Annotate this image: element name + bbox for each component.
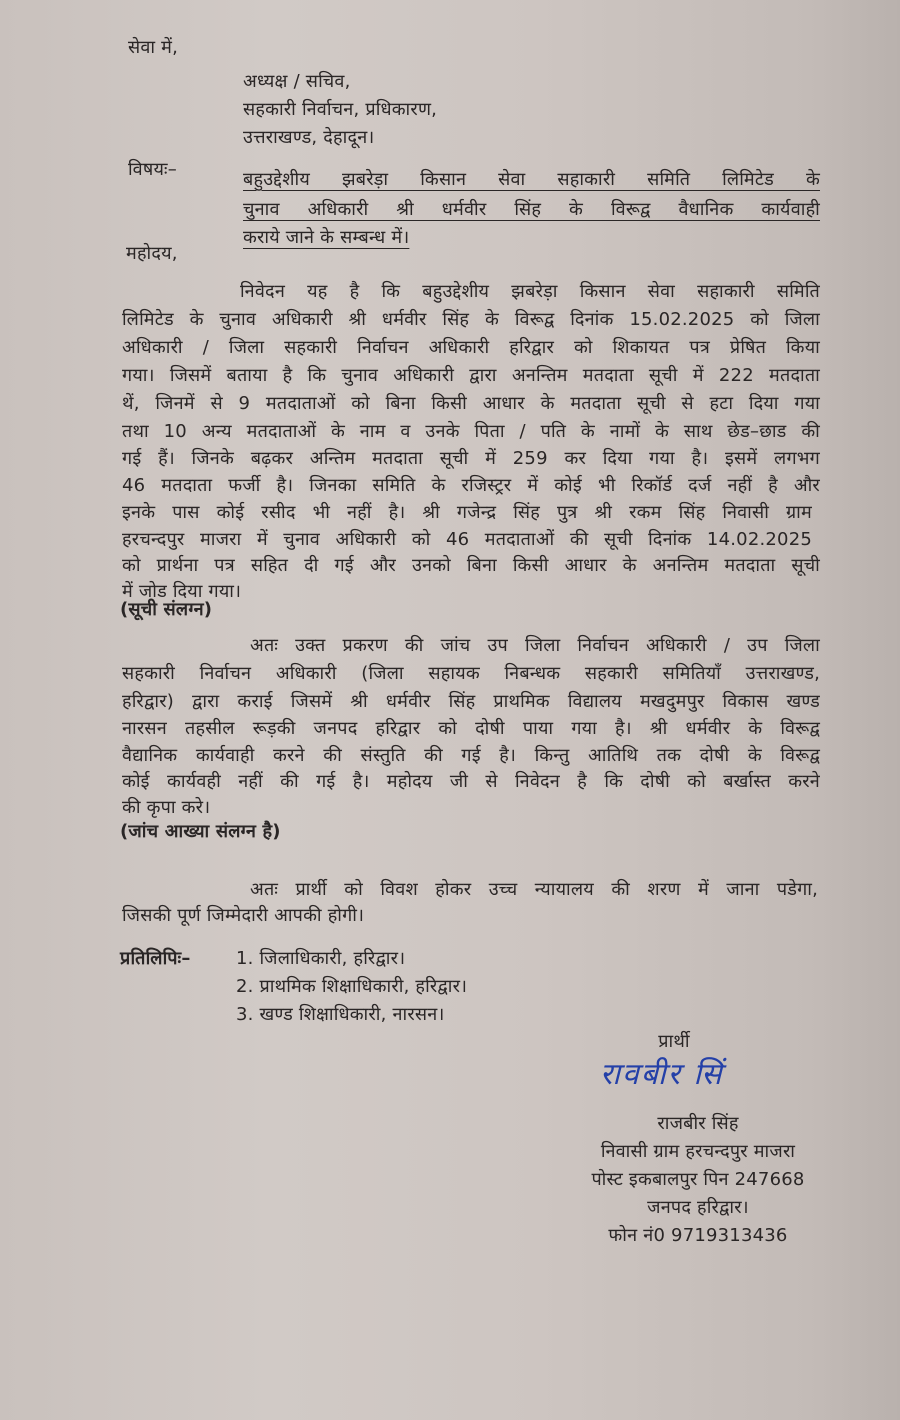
subject-line: कराये जाने के सम्बन्ध में।	[243, 227, 410, 248]
paragraph-line: में जोड दिया गया।	[122, 581, 242, 602]
paragraph-line: तथा 10 अन्य मतदाताओं के नाम व उनके पिता / पति के नामों के साथ छेड–छाड की	[122, 421, 820, 442]
paragraph-line: सहकारी निर्वाचन अधिकारी (जिला सहायक निबन्धक सहकारी समितियाँ उत्तराखण्ड,	[122, 663, 820, 684]
paragraph-line: अतः प्रार्थी को विवश होकर उच्च न्यायालय की शरण में जाना पडेगा,	[250, 879, 818, 900]
addressee-line: अध्यक्ष / सचिव,	[243, 71, 351, 92]
paragraph-line: वैद्यानिक कार्यवाही करने की संस्तुति की गई है। किन्तु आतिथि तक दोषी के विरूद्व	[122, 745, 820, 766]
attachment-note-inquiry: (जांच आख्या संलग्न है)	[120, 821, 281, 842]
addressee-line: सहकारी निर्वाचन, प्रधिकारण,	[243, 99, 438, 120]
greeting: महोदय,	[126, 243, 178, 264]
subject-line: चुनाव अधिकारी श्री धर्मवीर सिंह के विरूद्व वैधानिक कार्यवाही	[243, 199, 820, 220]
copy-to-item: 2. प्राथमिक शिक्षाधिकारी, हरिद्वार।	[236, 976, 468, 997]
paragraph-line: 46 मतदाता फर्जी है। जिनका समिति के रजिस्ट्रर में कोई भी रिकॉर्ड दर्ज नहीं है और	[122, 475, 820, 496]
salutation-to: सेवा में,	[128, 37, 179, 58]
addressee-line: उत्तराखण्ड, देहादून।	[243, 127, 375, 148]
paragraph-line: गई हैं। जिनके बढ़कर अन्तिम मतदाता सूची में 259 कर दिया गया है। इसमें लगभग	[122, 448, 820, 469]
paragraph-line: हरिद्वार) द्वारा कराई जिसमें श्री धर्मवीर सिंह प्राथमिक विद्यालय मखदुमपुर विकास खण्ड	[122, 691, 820, 712]
copy-to-item: 1. जिलाधिकारी, हरिद्वार।	[236, 948, 406, 969]
paragraph-line: लिमिटेड के चुनाव अधिकारी श्री धर्मवीर सिंह के विरूद्व दिनांक 15.02.2025 को जिला	[122, 309, 820, 330]
paragraph-line: की कृपा करे।	[122, 797, 211, 818]
paragraph-line: हरचन्दपुर माजरा में चुनाव अधिकारी को 46 मतदाताओं की सूची दिनांक 14.02.2025	[122, 529, 812, 550]
paragraph-line: निवेदन यह है कि बहुउद्देशीय झबरेड़ा किसान सेवा सहाकारी समिति	[240, 281, 820, 302]
signature: रावबीर सिं	[600, 1057, 724, 1092]
sender-phone: फोन नं0 9719313436	[608, 1225, 788, 1246]
paragraph-line: को प्रार्थना पत्र सहित दी गई और उनको बिना किसी आधार के अनन्तिम मतदाता सूची	[122, 555, 820, 576]
paragraph-line: गया। जिसमें बताया है कि चुनाव अधिकारी द्वारा अनन्तिम मतदाता सूची में 222 मतदाता	[122, 365, 820, 386]
paragraph-line: नारसन तहसील रूड़की जनपद हरिद्वार को दोषी पाया गया है। श्री धर्मवीर के विरूद्व	[122, 718, 820, 739]
subject-label: विषयः–	[128, 159, 177, 180]
paragraph-line: कोई कार्यवही नहीं की गई है। महोदय जी से निवेदन है कि दोषी को बर्खास्त करने	[122, 771, 820, 792]
subject-line: बहुउद्देशीय झबरेड़ा किसान सेवा सहाकारी समिति लिमिटेड के	[243, 169, 820, 190]
sender-address-line: पोस्ट इकबालपुर पिन 247668	[591, 1169, 805, 1190]
paragraph-line: अधिकारी / जिला सहकारी निर्वाचन अधिकारी हरिद्वार को शिकायत पत्र प्रेषित किया	[122, 337, 820, 358]
paragraph-line: थें, जिनमें से 9 मतदाताओं को बिना किसी आधार के मतदाता सूची से हटा दिया गया	[122, 393, 820, 414]
copy-to-item: 3. खण्ड शिक्षाधिकारी, नारसन।	[236, 1004, 445, 1025]
copy-to-label: प्रतिलिपिः–	[120, 948, 191, 969]
sender-label: प्रार्थी	[658, 1031, 690, 1052]
sender-address-line: निवासी ग्राम हरचन्दपुर माजरा	[600, 1141, 796, 1162]
paragraph-line: जिसकी पूर्ण जिम्मेदारी आपकी होगी।	[122, 905, 365, 926]
paragraph-line: इनके पास कोई रसीद भी नहीं है। श्री गजेन्द्र सिंह पुत्र श्री रकम सिंह निवासी ग्राम	[122, 502, 812, 523]
sender-name: राजबीर सिंह	[657, 1113, 739, 1134]
paragraph-line: अतः उक्त प्रकरण की जांच उप जिला निर्वाचन अधिकारी / उप जिला	[250, 635, 820, 656]
attachment-note-list: (सूची संलग्न)	[120, 599, 213, 620]
sender-address-line: जनपद हरिद्वार।	[647, 1197, 749, 1218]
